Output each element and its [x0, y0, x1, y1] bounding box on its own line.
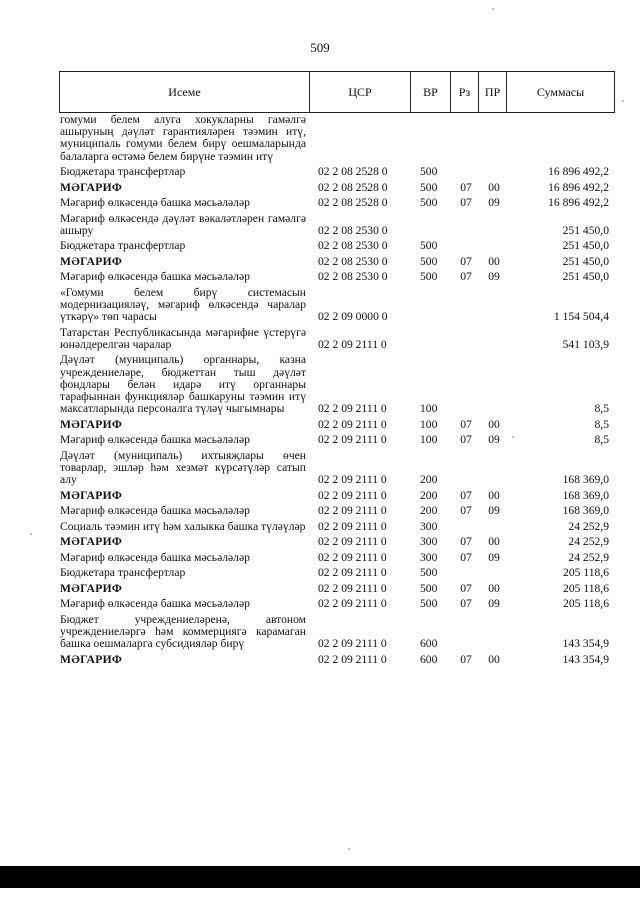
cell-pr: 00: [488, 652, 500, 666]
cell-sum: 168 369,0: [562, 473, 609, 487]
cell-name: МӘГАРИФ: [60, 180, 123, 194]
cell-csr: 02 2 09 2111 0: [318, 652, 387, 666]
page-number: 509: [310, 40, 330, 55]
table-row: [60, 654, 615, 666]
cell-sum: 24 252,9: [568, 550, 609, 564]
cell-rz: 07: [460, 504, 472, 518]
scan-speck: [492, 8, 494, 10]
cell-sum: 205 118,6: [563, 566, 609, 580]
table-row: [60, 354, 615, 415]
cell-pr: 09: [488, 504, 500, 518]
cell-sum: 251 450,0: [562, 223, 609, 237]
cell-vr: 500: [420, 239, 438, 253]
cell-rz: 07: [460, 196, 472, 210]
cell-name: «Гомуми белем бирү системасын модернизацияләү, мәгариф өлкәсендә чаралар үткәрү» төп чарасы: [60, 285, 306, 324]
cell-sum: 205 118,6: [563, 597, 609, 611]
cell-name: МӘГАРИФ: [60, 581, 123, 595]
cell-rz: 07: [460, 581, 472, 595]
cell-vr: 300: [420, 519, 438, 533]
cell-sum: 541 103,9: [562, 337, 609, 351]
table-row: [60, 598, 615, 610]
cell-pr: 09: [488, 597, 500, 611]
cell-vr: 300: [420, 535, 438, 549]
cell-name: МӘГАРИФ: [60, 417, 123, 431]
scan-speck: [512, 436, 514, 438]
cell-sum: 143 354,9: [562, 637, 609, 651]
cell-csr: 02 2 09 2111 0: [318, 337, 387, 351]
table-row: [60, 166, 615, 178]
cell-name: Мәгариф өлкәсендә башка мәсьәләләр: [60, 550, 250, 564]
header-rz: Рз: [451, 72, 479, 112]
table-row: [60, 114, 615, 163]
cell-vr: 100: [420, 417, 438, 431]
cell-sum: 8,5: [594, 402, 609, 416]
cell-rz: 07: [460, 652, 472, 666]
cell-pr: 09: [488, 433, 500, 447]
table-row: [60, 213, 615, 237]
cell-csr: 02 2 09 2111 0: [318, 504, 387, 518]
cell-name: Бюджет учреждениеләренә, автоном учреждениеләргә һәм коммерциягә карамаган башка оешмаларга субсидияләр бирү: [60, 612, 306, 651]
cell-name: Мәгариф өлкәсендә башка мәсьәләләр: [60, 433, 250, 447]
table-row: [60, 182, 615, 194]
cell-vr: 500: [420, 254, 438, 268]
table-header: [59, 71, 615, 113]
cell-sum: 251 450,0: [562, 270, 609, 284]
cell-vr: 300: [420, 550, 438, 564]
cell-pr: 00: [488, 535, 500, 549]
table-row: [60, 505, 615, 517]
cell-vr: 100: [420, 433, 438, 447]
cell-csr: 02 2 08 2530 0: [318, 270, 388, 284]
cell-sum: 16 896 492,2: [548, 165, 609, 179]
table-row: [60, 327, 615, 351]
cell-csr: 02 2 09 2111 0: [318, 402, 387, 416]
cell-csr: 02 2 08 2530 0: [318, 223, 388, 237]
table-row: [60, 287, 615, 324]
header-name: Исеме: [60, 72, 310, 112]
cell-name: МӘГАРИФ: [60, 535, 123, 549]
cell-csr: 02 2 08 2530 0: [318, 254, 388, 268]
cell-pr: 09: [488, 270, 500, 284]
cell-name: гомуми белем алуга хокукларны гамәлгә ашыруның дәүләт гарантияләрен тәэмин итү, муниципаль гомуми белем бирү оешмаларында балаларга өстәмә белем бирүне тәэмин итү: [60, 113, 306, 163]
cell-pr: 00: [488, 581, 500, 595]
cell-rz: 07: [460, 433, 472, 447]
cell-vr: 200: [420, 473, 438, 487]
cell-rz: 07: [460, 535, 472, 549]
cell-name: МӘГАРИФ: [60, 254, 123, 268]
cell-rz: 07: [460, 550, 472, 564]
cell-csr: 02 2 09 2111 0: [318, 597, 387, 611]
table-row: [60, 450, 615, 487]
cell-csr: 02 2 09 2111 0: [318, 637, 387, 651]
cell-pr: 00: [488, 180, 500, 194]
cell-name: Социаль тәэмин итү һәм халыкка башка түләүләр: [60, 519, 306, 533]
cell-sum: 143 354,9: [562, 652, 609, 666]
cell-csr: 02 2 09 2111 0: [318, 433, 387, 447]
cell-name: Мәгариф өлкәсендә башка мәсьәләләр: [60, 597, 250, 611]
table-row: [60, 552, 615, 564]
cell-csr: 02 2 09 2111 0: [318, 417, 387, 431]
cell-vr: 500: [420, 597, 438, 611]
cell-sum: 8,5: [594, 433, 609, 447]
cell-sum: 168 369,0: [562, 488, 609, 502]
cell-csr: 02 2 08 2528 0: [318, 196, 388, 210]
cell-csr: 02 2 08 2530 0: [318, 239, 388, 253]
cell-name: МӘГАРИФ: [60, 488, 123, 502]
cell-csr: 02 2 09 2111 0: [318, 519, 387, 533]
cell-name: Бюджетара трансфертлар: [60, 566, 186, 580]
cell-rz: 07: [460, 597, 472, 611]
cell-sum: 251 450,0: [562, 239, 609, 253]
cell-name: МӘГАРИФ: [60, 652, 123, 666]
cell-name: Мәгариф өлкәсендә башка мәсьәләләр: [60, 196, 250, 210]
table-row: [60, 614, 615, 651]
cell-csr: 02 2 09 2111 0: [318, 566, 387, 580]
cell-rz: 07: [460, 270, 472, 284]
scan-speck: [30, 533, 32, 535]
cell-name: Дәүләт (муниципаль) органнары, казна учреждениеләре, бюджеттан тыш дәүләт фондлары белән идарә итү органнары тарафыннан функцияләр башкаруны тәэмин итү максатларында персоналга түләү чыгымнары: [60, 353, 306, 416]
cell-pr: 00: [488, 254, 500, 268]
table-row: [60, 583, 615, 595]
table-row: [60, 240, 615, 252]
cell-vr: 500: [420, 165, 438, 179]
cell-sum: 251 450,0: [562, 254, 609, 268]
cell-csr: 02 2 08 2528 0: [318, 180, 388, 194]
scan-speck: [348, 848, 350, 850]
cell-csr: 02 2 09 2111 0: [318, 581, 387, 595]
cell-sum: 24 252,9: [568, 519, 609, 533]
header-pr: ПР: [479, 72, 507, 112]
cell-vr: 500: [420, 566, 438, 580]
header-vr: ВР: [411, 72, 451, 112]
cell-name: Дәүләт (муниципаль) ихтыяҗлары өчен товарлар, эшләр һәм хезмәт күрсәтүләр сатып алу: [60, 448, 306, 487]
table-body: [60, 114, 615, 669]
cell-rz: 07: [460, 488, 472, 502]
table-row: [60, 521, 615, 533]
cell-rz: 07: [460, 180, 472, 194]
table-row: [60, 567, 615, 579]
cell-csr: 02 2 09 0000 0: [318, 310, 388, 324]
cell-name: Мәгариф өлкәсендә дәүләт вәкаләтләрен гамәлгә ашыру: [60, 211, 306, 237]
cell-name: Татарстан Республикасында мәгарифне үстерүгә юнәлдерелгән чаралар: [60, 325, 306, 351]
cell-sum: 1 154 504,4: [553, 310, 609, 324]
cell-vr: 200: [420, 504, 438, 518]
cell-rz: 07: [460, 417, 472, 431]
cell-pr: 09: [488, 196, 500, 210]
cell-pr: 00: [488, 488, 500, 502]
cell-name: Мәгариф өлкәсендә башка мәсьәләләр: [60, 504, 250, 518]
cell-sum: 168 369,0: [562, 504, 609, 518]
cell-vr: 500: [420, 196, 438, 210]
cell-vr: 100: [420, 402, 438, 416]
cell-rz: 07: [460, 254, 472, 268]
cell-vr: 500: [420, 180, 438, 194]
cell-csr: 02 2 08 2528 0: [318, 165, 388, 179]
table-row: [60, 419, 615, 431]
table-row: [60, 256, 615, 268]
table-row: [60, 490, 615, 502]
cell-pr: 09: [488, 550, 500, 564]
cell-sum: 205 118,6: [563, 581, 609, 595]
cell-name: Бюджетара трансфертлар: [60, 239, 186, 253]
cell-vr: 500: [420, 581, 438, 595]
cell-csr: 02 2 09 2111 0: [318, 488, 387, 502]
cell-sum: 16 896 492,2: [548, 180, 609, 194]
cell-vr: 600: [420, 637, 438, 651]
header-csr: ЦСР: [310, 72, 411, 112]
cell-sum: 24 252,9: [568, 535, 609, 549]
cell-name: Бюджетара трансфертлар: [60, 165, 186, 179]
cell-sum: 16 896 492,2: [548, 196, 609, 210]
scan-edge-bar: [0, 866, 640, 888]
cell-csr: 02 2 09 2111 0: [318, 473, 387, 487]
table-row: [60, 271, 615, 283]
header-sum: Суммасы: [536, 84, 585, 99]
cell-csr: 02 2 09 2111 0: [318, 550, 387, 564]
cell-csr: 02 2 09 2111 0: [318, 535, 387, 549]
table-row: [60, 197, 615, 209]
table-row: [60, 434, 615, 446]
cell-vr: 500: [420, 270, 438, 284]
cell-name: Мәгариф өлкәсендә башка мәсьәләләр: [60, 270, 250, 284]
cell-pr: 00: [488, 417, 500, 431]
cell-vr: 600: [420, 652, 438, 666]
table-row: [60, 536, 615, 548]
cell-vr: 200: [420, 488, 438, 502]
cell-sum: 8,5: [594, 417, 609, 431]
scan-speck: [622, 100, 624, 102]
